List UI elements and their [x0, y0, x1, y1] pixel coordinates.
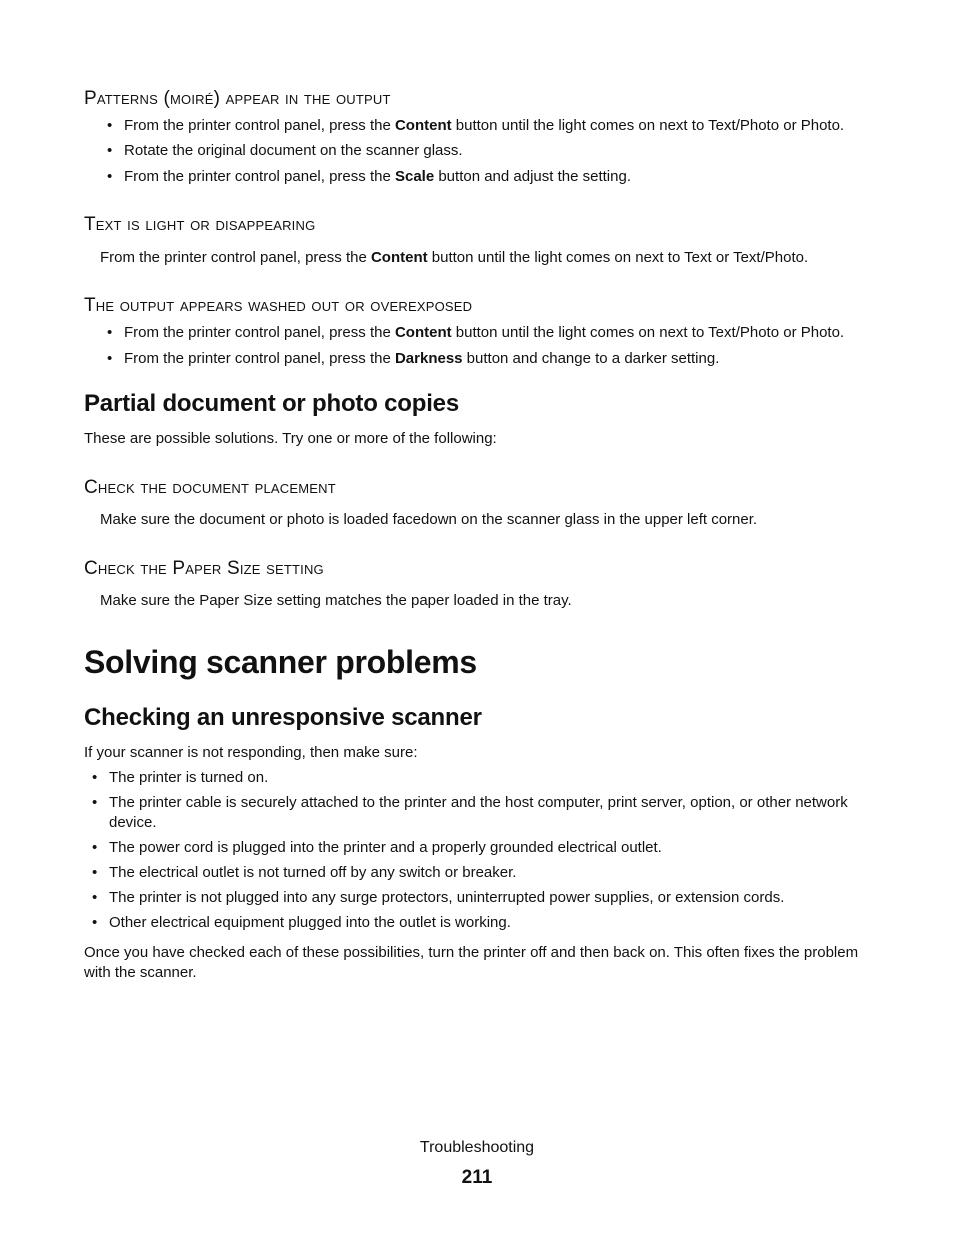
- list-item: • The power cord is plugged into the printer and a properly grounded electrical outlet.: [109, 838, 879, 863]
- list-item: • From the printer control panel, press the Content button until the light comes on next to Text/Photo or Photo.: [124, 323, 844, 349]
- paragraph-check-paper-size: Make sure the Paper Size setting matches the paper loaded in the tray.: [100, 592, 572, 609]
- heading-check-placement: Check the document placement: [84, 477, 336, 498]
- heading-patterns-moire: Patterns (moiré) appear in the output: [84, 88, 391, 109]
- heading-partial-copies: Partial document or photo copies: [84, 390, 459, 417]
- list-item: • The printer is turned on.: [109, 768, 879, 793]
- list-item: • From the printer control panel, press the Scale button and adjust the setting.: [124, 167, 844, 187]
- paragraph-partial-intro: These are possible solutions. Try one or more of the following:: [84, 430, 497, 447]
- list-washed-out: [124, 323, 844, 369]
- list-patterns: [124, 116, 844, 187]
- list-item: • The printer cable is securely attached to the printer and the host computer, print server, option, or other network device.: [109, 793, 879, 838]
- list-item: • Rotate the original document on the scanner glass.: [124, 141, 844, 167]
- paragraph-scanner-closing: Once you have checked each of these possibilities, turn the printer off and then back on. This often fixes the problem with the scanner.: [84, 944, 859, 981]
- list-item: • From the printer control panel, press the Darkness button and change to a darker setting.: [124, 349, 844, 369]
- list-scanner-checks: [109, 768, 879, 933]
- paragraph-check-placement: Make sure the document or photo is loaded facedown on the scanner glass in the upper left corner.: [100, 511, 758, 528]
- heading-check-paper-size: Check the Paper Size setting: [84, 558, 324, 579]
- heading-unresponsive-scanner: Checking an unresponsive scanner: [84, 704, 482, 731]
- heading-text-light: Text is light or disappearing: [84, 214, 316, 235]
- heading-solving-scanner: Solving scanner problems: [84, 644, 477, 680]
- list-item: • Other electrical equipment plugged into the outlet is working.: [109, 913, 879, 933]
- page-number: 211: [461, 1167, 493, 1188]
- paragraph-text-light: From the printer control panel, press the Content button until the light comes on next to Text or Text/Photo.: [100, 249, 809, 266]
- footer-section-name: Troubleshooting: [419, 1139, 535, 1156]
- list-item: • From the printer control panel, press the Content button until the light comes on next to Text/Photo or Photo.: [124, 116, 844, 141]
- heading-washed-out: The output appears washed out or overexposed: [84, 295, 473, 316]
- list-item: • The electrical outlet is not turned off by any switch or breaker.: [109, 863, 879, 888]
- list-item: • The printer is not plugged into any surge protectors, uninterrupted power supplies, or extension cords.: [109, 888, 879, 913]
- paragraph-scanner-intro: If your scanner is not responding, then make sure:: [84, 744, 418, 761]
